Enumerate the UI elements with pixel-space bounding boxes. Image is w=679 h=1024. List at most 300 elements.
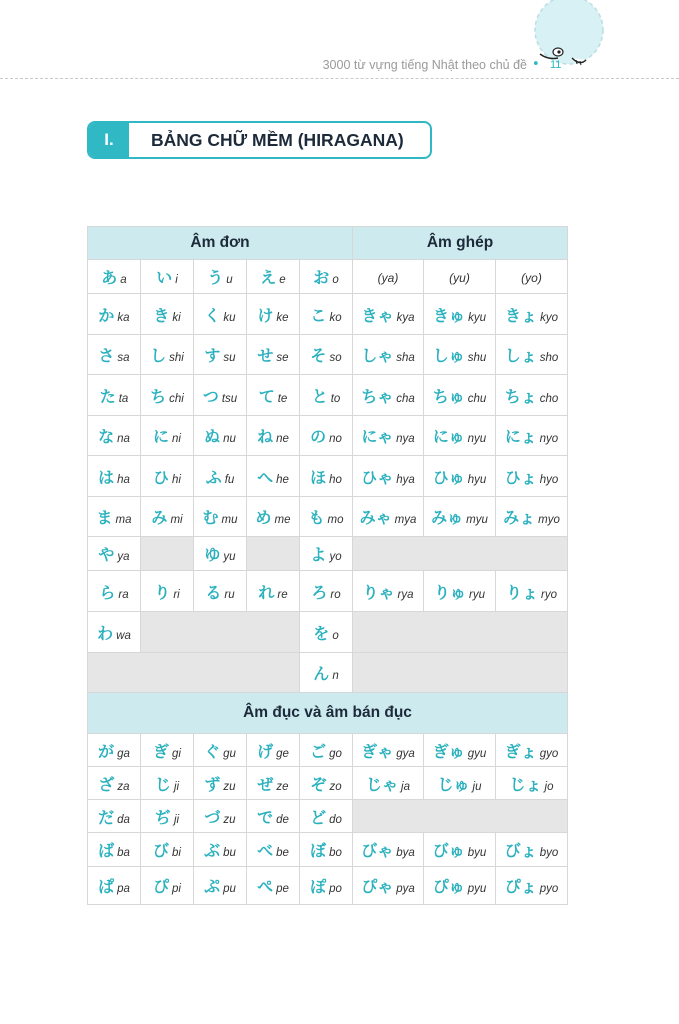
romaji: pa (117, 883, 130, 895)
kana-char: ば (98, 841, 115, 860)
table-row (88, 767, 568, 800)
romaji: pu (223, 883, 236, 895)
romaji: te (277, 392, 288, 405)
romaji: i (175, 274, 178, 286)
kana-char: る (205, 582, 222, 602)
simple-sound-cell (247, 734, 300, 767)
simple-sound-cell (194, 800, 247, 833)
kana-char: ぷ (204, 877, 221, 896)
romaji: ki (172, 311, 181, 324)
romaji: sa (117, 352, 130, 364)
romaji: so (329, 352, 342, 364)
kana-char: て (258, 386, 275, 406)
kana-char: だ (98, 807, 115, 827)
simple-sound-cell (141, 833, 194, 867)
simple-sound-cell (247, 335, 300, 375)
kana-char: な (98, 427, 115, 446)
kana-char: ら (99, 582, 116, 602)
simple-sound-cell (247, 571, 300, 612)
romaji: hya (396, 473, 415, 486)
kana-char: を (313, 623, 330, 643)
kana-char: ぺ (257, 877, 274, 896)
kana-char: きょ (505, 305, 538, 325)
simple-sound-cell (300, 335, 353, 375)
simple-sound-cell (300, 571, 353, 612)
simple-sounds-header: Âm đơn (88, 227, 353, 260)
simple-sound-cell (88, 456, 141, 497)
simple-sound-cell (300, 767, 353, 800)
kana-char: ぽ (310, 877, 327, 896)
romaji: ho (329, 473, 342, 486)
combined-sound-cell (353, 497, 424, 537)
romaji: ru (224, 588, 235, 601)
combined-sound-cell (496, 335, 568, 375)
simple-sound-cell (141, 734, 194, 767)
kana-char: す (204, 346, 221, 365)
kana-char: は (98, 467, 115, 487)
romaji: nyu (467, 433, 487, 445)
simple-sound-cell (88, 537, 141, 571)
combined-sound-cell (353, 456, 424, 497)
romaji: gya (396, 747, 415, 760)
kana-char: ぎ (153, 741, 170, 761)
combined-sound-cell (353, 867, 424, 905)
table-row (88, 375, 568, 416)
romaji: e (279, 274, 286, 286)
simple-sound-cell (247, 867, 300, 905)
romaji: bi (172, 847, 181, 859)
simple-sound-cell (194, 294, 247, 335)
simple-sound-cell (194, 375, 247, 416)
romaji: ma (115, 514, 132, 526)
kana-char: け (257, 305, 274, 325)
book-title: 3000 từ vựng tiếng Nhật theo chủ đề (322, 58, 527, 72)
combined-sound-cell (424, 416, 496, 456)
romaji: zo (329, 780, 342, 793)
romaji: shu (467, 352, 487, 364)
kana-char: にゃ (361, 427, 394, 446)
kana-char: ん (313, 664, 330, 683)
romaji: de (276, 813, 289, 826)
kana-char: ちゃ (361, 386, 394, 406)
romaji: nyo (539, 433, 559, 445)
romaji: go (329, 747, 342, 760)
kana-char: そ (310, 346, 327, 365)
hiragana-table (87, 226, 568, 905)
empty-combo-cell (353, 537, 568, 571)
romaji: hyo (539, 473, 559, 486)
combo-subheader-text: (yu) (449, 271, 470, 285)
romaji: mu (221, 514, 238, 526)
section-title-box (87, 121, 432, 159)
simple-sound-cell (88, 734, 141, 767)
simple-sound-cell (300, 867, 353, 905)
kana-char: つ (202, 386, 219, 406)
kana-char: ぴょ (504, 877, 537, 896)
romaji: sho (539, 352, 559, 364)
simple-sound-cell (300, 375, 353, 416)
empty-cell (88, 653, 300, 693)
romaji: ba (117, 847, 130, 859)
kana-char: みゃ (359, 508, 392, 527)
romaji: pi (172, 883, 181, 895)
simple-sound-cell (88, 833, 141, 867)
romaji: da (117, 813, 130, 826)
combined-sound-cell (496, 416, 568, 456)
simple-sound-cell (141, 497, 194, 537)
combined-sound-cell (424, 335, 496, 375)
kana-char: ろ (311, 582, 328, 602)
kana-char: ぞ (310, 774, 327, 794)
kana-char: ぐ (204, 741, 221, 761)
page-number: 11 (550, 59, 562, 71)
romaji: ji (173, 780, 180, 793)
kana-char: い (156, 268, 173, 287)
romaji: ne (276, 433, 289, 445)
simple-sound-cell (247, 800, 300, 833)
simple-sound-cell (194, 571, 247, 612)
kana-char: びゃ (361, 841, 394, 860)
kana-char: ぴ (153, 877, 170, 896)
simple-sound-cell (141, 375, 194, 416)
kana-char: ず (204, 774, 221, 794)
kana-char: ど (310, 807, 327, 827)
romaji: re (277, 588, 288, 601)
kana-char: しゃ (361, 346, 394, 365)
kana-char: りゃ (362, 582, 395, 602)
combined-sound-cell (424, 767, 496, 800)
kana-char: が (98, 741, 115, 761)
simple-sound-cell (194, 767, 247, 800)
combined-sound-cell (496, 571, 568, 612)
kana-char: じ (154, 774, 171, 794)
romaji: ge (276, 747, 289, 760)
romaji: ro (330, 588, 341, 601)
table-row (88, 612, 568, 653)
simple-sound-cell (88, 867, 141, 905)
romaji: ryu (469, 588, 486, 601)
table-row (88, 335, 568, 375)
table-row (88, 833, 568, 867)
kana-char: ね (257, 427, 274, 446)
kana-char: びゅ (432, 841, 465, 860)
combo-subheader (353, 260, 424, 294)
romaji: wa (116, 629, 131, 642)
kana-char: りゅ (434, 582, 467, 602)
table-row (88, 800, 568, 833)
romaji: chu (467, 392, 487, 405)
simple-sound-cell (194, 456, 247, 497)
simple-sound-cell (300, 537, 353, 571)
simple-sound-cell (141, 294, 194, 335)
kana-char: む (202, 508, 219, 527)
kana-char: ざ (98, 774, 115, 794)
empty-combo-cell (353, 612, 568, 653)
simple-sound-cell (88, 571, 141, 612)
kana-char: さ (98, 346, 115, 365)
simple-sound-cell (88, 767, 141, 800)
kana-char: か (98, 305, 115, 325)
kana-char: び (153, 841, 170, 860)
combo-subheader (424, 260, 496, 294)
kana-char: れ (258, 582, 275, 602)
kana-char: り (154, 582, 171, 602)
kana-char: みょ (503, 508, 536, 527)
romaji: ko (329, 311, 342, 324)
simple-sound-cell (88, 260, 141, 294)
romaji: ju (472, 780, 482, 793)
simple-sound-cell (194, 335, 247, 375)
simple-sound-cell (194, 537, 247, 571)
romaji: ri (173, 588, 180, 601)
combined-sound-cell (353, 767, 424, 800)
romaji: rya (397, 588, 414, 601)
romaji: ta (118, 392, 129, 405)
kana-char: し (150, 346, 167, 365)
simple-sound-cell (300, 653, 353, 693)
voiced-sounds-header: Âm đục và âm bán đục (88, 693, 568, 734)
romaji: u (226, 274, 233, 286)
combined-sound-cell (496, 767, 568, 800)
kana-char: ひゃ (361, 467, 394, 487)
kana-char: づ (204, 807, 221, 827)
table-row (88, 537, 568, 571)
romaji: za (117, 780, 130, 793)
combined-sound-cell (424, 497, 496, 537)
romaji: do (329, 813, 342, 826)
kana-char: こ (310, 305, 327, 325)
romaji: kyu (468, 311, 486, 324)
kana-char: ち (150, 386, 167, 406)
empty-combo-cell (353, 800, 568, 833)
romaji: bu (223, 847, 236, 859)
kana-char: げ (257, 741, 274, 761)
romaji: to (330, 392, 341, 405)
simple-sound-cell (141, 335, 194, 375)
romaji: ryo (541, 588, 558, 601)
simple-sound-cell (194, 497, 247, 537)
kana-char: じゃ (366, 774, 399, 794)
combo-subheader (496, 260, 568, 294)
table-row (88, 867, 568, 905)
romaji: hyu (467, 473, 487, 486)
combined-sound-cell (424, 734, 496, 767)
simple-sound-cell (194, 833, 247, 867)
romaji: a (120, 274, 127, 286)
romaji: se (276, 352, 289, 364)
simple-sound-cell (141, 416, 194, 456)
kana-char: みゅ (431, 508, 464, 527)
simple-sound-cell (247, 260, 300, 294)
romaji: jo (544, 780, 554, 793)
empty-cell (247, 537, 300, 571)
kana-char: しょ (504, 346, 537, 365)
simple-sound-cell (300, 497, 353, 537)
romaji: ze (276, 780, 289, 793)
romaji: hi (172, 473, 181, 486)
romaji: gu (223, 747, 236, 760)
empty-cell (141, 537, 194, 571)
simple-sound-cell (247, 497, 300, 537)
header-divider (0, 78, 679, 79)
combo-subheader-text: (ya) (377, 271, 399, 285)
combined-sounds-header: Âm ghép (353, 227, 568, 260)
simple-sound-cell (247, 456, 300, 497)
kana-char: きゃ (361, 305, 394, 325)
romaji: shi (169, 352, 184, 364)
romaji: cho (539, 392, 559, 405)
simple-sound-cell (141, 456, 194, 497)
romaji: gyu (467, 747, 487, 760)
romaji: no (329, 433, 342, 445)
simple-sound-cell (300, 456, 353, 497)
romaji: kya (396, 311, 415, 324)
combined-sound-cell (496, 456, 568, 497)
table-row (88, 653, 568, 693)
romaji: nya (396, 433, 415, 445)
simple-sound-cell (88, 416, 141, 456)
table-row (88, 734, 568, 767)
combined-sound-cell (353, 416, 424, 456)
table-row (88, 497, 568, 537)
romaji: be (276, 847, 289, 859)
simple-sound-cell (88, 497, 141, 537)
kana-char: ぴゅ (432, 877, 465, 896)
kana-char: びょ (504, 841, 537, 860)
kana-char: で (257, 807, 274, 827)
kana-char: ぎょ (504, 741, 537, 761)
section-title: BẢNG CHỮ MỀM (HIRAGANA) (151, 129, 404, 150)
romaji: zu (223, 813, 236, 826)
combined-sound-cell (353, 571, 424, 612)
table-row (88, 571, 568, 612)
cartoon-face-decoration-icon (528, 0, 618, 78)
kana-char: た (99, 386, 116, 406)
combined-sound-cell (353, 294, 424, 335)
simple-sound-cell (300, 800, 353, 833)
simple-sound-cell (300, 416, 353, 456)
romaji: yu (223, 551, 236, 563)
romaji: pe (276, 883, 289, 895)
romaji: yo (329, 551, 342, 563)
simple-sound-cell (300, 734, 353, 767)
combined-sound-cell (424, 571, 496, 612)
kana-char: ぜ (257, 774, 274, 794)
empty-cell (141, 612, 300, 653)
kana-char: ご (310, 741, 327, 761)
kana-char: え (260, 268, 277, 287)
kana-char: ぎゅ (432, 741, 465, 761)
simple-sound-cell (88, 335, 141, 375)
romaji: ka (117, 311, 130, 324)
kana-char: く (204, 305, 221, 325)
kana-char: ま (96, 508, 113, 527)
simple-sound-cell (141, 260, 194, 294)
simple-sound-cell (141, 571, 194, 612)
romaji: he (276, 473, 289, 486)
simple-sound-cell (194, 260, 247, 294)
simple-sound-cell (247, 294, 300, 335)
kana-char: ぶ (204, 841, 221, 860)
kana-char: ぢ (154, 807, 171, 827)
simple-sound-cell (247, 375, 300, 416)
kana-char: べ (257, 841, 274, 860)
combined-sound-cell (496, 497, 568, 537)
simple-sound-cell (88, 612, 141, 653)
kana-char: わ (97, 623, 114, 643)
romaji: mo (327, 514, 344, 526)
kana-char: にゅ (432, 427, 465, 446)
simple-sound-cell (247, 833, 300, 867)
romaji: myo (538, 514, 560, 526)
kana-char: ぬ (204, 427, 221, 446)
romaji: ra (118, 588, 129, 601)
romaji: ya (117, 551, 130, 563)
romaji: bo (329, 847, 342, 859)
kana-char: う (207, 268, 224, 287)
romaji: ja (401, 780, 410, 793)
combined-sound-cell (496, 294, 568, 335)
kana-char: ゆ (204, 545, 221, 564)
kana-char: ぱ (98, 877, 115, 896)
romaji: n (332, 670, 339, 682)
romaji: tsu (221, 392, 238, 405)
combined-sound-cell (496, 833, 568, 867)
romaji: gi (172, 747, 181, 760)
combined-sound-cell (424, 867, 496, 905)
combined-sound-cell (353, 734, 424, 767)
romaji: na (117, 433, 130, 445)
combo-subheader-text: (yo) (521, 271, 542, 285)
kana-char: ぼ (310, 841, 327, 860)
kana-char: ふ (205, 467, 222, 487)
kana-char: の (310, 427, 327, 446)
kana-char: へ (257, 467, 274, 487)
kana-char: よ (310, 545, 327, 564)
simple-sound-cell (141, 867, 194, 905)
kana-char: りょ (506, 582, 539, 602)
romaji: ni (172, 433, 181, 445)
romaji: pyu (467, 883, 487, 895)
romaji: ku (223, 311, 236, 324)
kana-char: ひゅ (432, 467, 465, 487)
romaji: po (329, 883, 342, 895)
combined-sound-cell (496, 375, 568, 416)
simple-sound-cell (141, 767, 194, 800)
romaji: bya (396, 847, 415, 859)
romaji: ke (276, 311, 289, 324)
empty-combo-cell (353, 653, 568, 693)
simple-sound-cell (300, 294, 353, 335)
simple-sound-cell (88, 375, 141, 416)
kana-char: ちょ (504, 386, 537, 406)
romaji: fu (224, 473, 235, 486)
romaji: mya (394, 514, 417, 526)
kana-char: じゅ (437, 774, 470, 794)
romaji: cha (396, 392, 415, 405)
romaji: mi (170, 514, 183, 526)
kana-char: お (313, 268, 330, 287)
kana-char: ぴゃ (361, 877, 394, 896)
kana-char: と (311, 386, 328, 406)
simple-sound-cell (247, 767, 300, 800)
romaji: myu (466, 514, 488, 526)
simple-sound-cell (247, 416, 300, 456)
header-separator: • (532, 57, 540, 72)
romaji: nu (223, 433, 236, 445)
kana-char: み (151, 508, 168, 527)
kana-char: に (153, 427, 170, 446)
